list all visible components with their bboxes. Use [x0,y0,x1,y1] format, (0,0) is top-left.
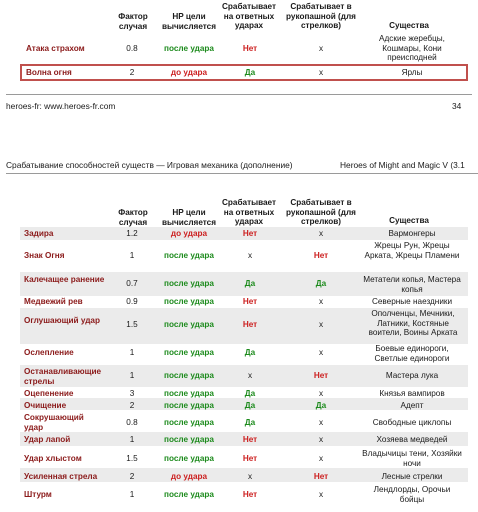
row-divider-vertical [466,64,468,80]
hp-timing: после удара [164,279,214,288]
running-header-book: Heroes of Might and Magic V (3.1 [340,160,465,170]
hp-timing: после удара [164,348,214,357]
factor-value: 1 [129,371,135,380]
hp-timing: после удара [164,490,214,499]
header-counter: Срабатывает на ответных ударах [221,2,276,30]
melee-flag: Нет [313,472,329,481]
header-hp: HP цели вычисляется [161,208,217,227]
factor-value: 1 [129,251,135,260]
melee-flag: x [318,490,324,499]
factor-value: 1.5 [126,320,138,329]
melee-flag: x [318,418,324,427]
header-factor: Фактор случая [118,208,148,227]
factor-value: 2 [129,68,135,77]
hp-timing: после удара [164,389,214,398]
factor-value: 1.5 [126,454,138,463]
creatures-list: Жрецы Рун, Жрецы Арката, Жрецы Пламени [364,241,460,260]
page-number: 34 [452,101,462,111]
ability-name: Задира [24,229,54,238]
melee-flag: Да [315,279,327,288]
melee-flag: x [318,320,324,329]
creatures-list: Вармонгеры [388,229,436,238]
creatures-list: Князья вампиров [379,389,445,398]
melee-flag: x [318,454,324,463]
counter-flag: Да [244,279,256,288]
counter-flag: Да [244,418,256,427]
melee-flag: Нет [313,251,329,260]
melee-flag: x [318,44,324,53]
running-header-title: Срабатывание способностей существ — Игровая механика (дополнение) [6,160,293,170]
hp-timing: после удара [164,401,214,410]
row-divider [20,64,468,66]
row-divider [20,79,468,81]
ability-name: Знак Огня [24,251,65,260]
hp-timing: после удара [164,320,214,329]
ability-name: Усиленная стрела [24,472,98,481]
ability-name: Сокрушающий удар [24,413,84,432]
melee-flag: x [318,389,324,398]
counter-flag: Нет [242,44,258,53]
counter-flag: Нет [242,320,258,329]
melee-flag: x [318,68,324,77]
creatures-list: Хозяева медведей [376,435,448,444]
ability-name: Медвежий рев [24,297,83,306]
page-gap [0,122,478,156]
header-creatures: Существа [389,216,429,225]
ability-name: Штурм [24,490,52,499]
counter-flag: Нет [242,229,258,238]
creatures-list: Метатели копья, Мастера копья [363,275,461,294]
ability-name: Удар лапой [24,435,71,444]
creatures-list: Мастера лука [385,371,439,380]
hp-timing: после удара [164,454,214,463]
row-divider-vertical [20,64,22,80]
header-melee: Срабатывает в рукопашной (для стрелков) [286,2,356,30]
ability-name: Оцепенение [24,389,74,398]
factor-value: 1 [129,490,135,499]
ability-name: Оглушающий удар [24,316,100,325]
creatures-list: Ополченцы, Мечники, Латники, Костяные воители, Воины Арката [368,309,458,337]
hp-timing: после удара [164,251,214,260]
ability-name: Атака страхом [26,44,85,53]
factor-value: 1 [129,348,135,357]
melee-flag: Да [315,401,327,410]
header-hp: HP цели вычисляется [161,12,217,31]
melee-flag: x [318,348,324,357]
header-factor: Фактор случая [118,12,148,31]
creatures-list: Боевые единороги, Светлые единороги [374,344,450,363]
header-rule [6,173,478,174]
creatures-list: Владычицы тени, Хозяйки ночи [362,449,462,468]
melee-flag: x [318,229,324,238]
factor-value: 1.2 [126,229,138,238]
hp-timing: до удара [170,472,208,481]
creatures-list: Адские жеребцы, Кошмары, Кони преисподней [379,34,445,62]
creatures-list: Северные наездники [371,297,453,306]
factor-value: 2 [129,401,135,410]
counter-flag: Да [244,389,256,398]
melee-flag: x [318,435,324,444]
hp-timing: после удара [164,371,214,380]
counter-flag: Да [244,401,256,410]
counter-flag: x [247,251,253,260]
hp-timing: после удара [164,297,214,306]
creatures-list: Лендлорды, Орочьи бойцы [373,485,451,504]
hp-timing: после удара [164,44,214,53]
counter-flag: Да [244,68,256,77]
footer-rule [6,94,472,95]
header-creatures: Существа [389,21,429,30]
factor-value: 1 [129,435,135,444]
ability-name: Очищение [24,401,67,410]
ability-name: Волна огня [26,68,72,77]
hp-timing: до удара [170,68,208,77]
factor-value: 2 [129,472,135,481]
creatures-list: Ярлы [401,68,423,77]
ability-name: Калечащее ранение [24,275,105,284]
counter-flag: Да [244,348,256,357]
creatures-list: Лесные стрелки [381,472,443,481]
footer-site: heroes-fr: www.heroes-fr.com [6,101,116,111]
header-counter: Срабатывает на ответных ударах [221,198,276,226]
factor-value: 0.8 [126,44,138,53]
counter-flag: Нет [242,490,258,499]
factor-value: 0.7 [126,279,138,288]
ability-name: Удар хлыстом [24,454,82,463]
factor-value: 3 [129,389,135,398]
factor-value: 0.9 [126,297,138,306]
ability-name: Останавливающие стрелы [24,367,102,386]
melee-flag: x [318,297,324,306]
hp-timing: до удара [170,229,208,238]
header-melee: Срабатывает в рукопашной (для стрелков) [286,198,356,226]
counter-flag: Нет [242,435,258,444]
creatures-list: Свободные циклопы [372,418,452,427]
factor-value: 0.8 [126,418,138,427]
counter-flag: x [247,371,253,380]
hp-timing: после удара [164,435,214,444]
ability-name: Ослепление [24,348,74,357]
melee-flag: Нет [313,371,329,380]
counter-flag: Нет [242,297,258,306]
counter-flag: x [247,472,253,481]
creatures-list: Адепт [400,401,424,410]
counter-flag: Нет [242,454,258,463]
hp-timing: после удара [164,418,214,427]
